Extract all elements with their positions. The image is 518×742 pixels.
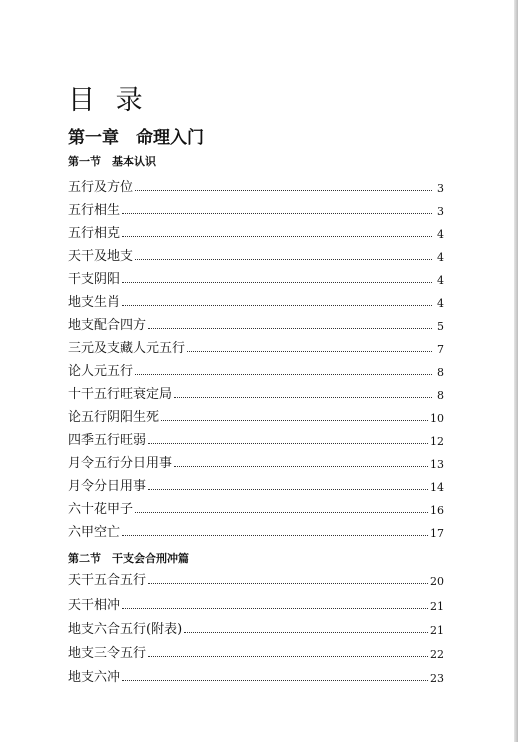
entry-title: 六十花甲子: [68, 502, 134, 517]
dot-leader: [122, 607, 428, 609]
entry-title: 地支六冲: [68, 670, 121, 685]
toc-entry[interactable]: [68, 520, 444, 540]
entry-page: 16: [430, 504, 444, 517]
entry-title: 五行相克: [68, 226, 121, 241]
toc-entry[interactable]: [68, 474, 444, 494]
entry-page: 8: [437, 366, 444, 379]
toc-entry[interactable]: [68, 405, 444, 425]
entry-page: 4: [437, 251, 444, 264]
toc-entry[interactable]: [68, 428, 444, 448]
toc-entry[interactable]: [68, 267, 444, 287]
dot-leader: [184, 631, 428, 633]
entry-title: 三元及支藏人元五行: [68, 341, 186, 356]
entry-title: 五行相生: [68, 203, 121, 218]
toc-entry[interactable]: [68, 617, 444, 637]
entry-title: 天干五合五行: [68, 573, 147, 588]
entry-title: 月令五行分日用事: [68, 456, 173, 471]
dot-leader: [174, 465, 428, 467]
chapter-heading: 第一章 命理入门: [68, 128, 204, 148]
toc-entry[interactable]: [68, 568, 444, 588]
entry-title: 天干及地支: [68, 249, 134, 264]
toc-entry[interactable]: [68, 665, 444, 685]
entry-page: 4: [437, 297, 444, 310]
entry-title: 五行及方位: [68, 180, 134, 195]
dot-leader: [135, 189, 432, 191]
dot-leader: [135, 373, 432, 375]
entry-page: 4: [437, 228, 444, 241]
entry-page: 20: [430, 575, 444, 588]
entry-title: 天干相冲: [68, 598, 121, 613]
toc-entry[interactable]: [68, 290, 444, 310]
entry-page: 5: [437, 320, 444, 333]
entry-title: 论人元五行: [68, 364, 134, 379]
dot-leader: [148, 655, 428, 657]
entry-page: 4: [437, 274, 444, 287]
toc-entry[interactable]: [68, 593, 444, 613]
dot-leader: [135, 258, 432, 260]
dot-leader: [122, 281, 432, 283]
dot-leader: [135, 511, 428, 513]
dot-leader: [148, 442, 428, 444]
toc-entry[interactable]: [68, 641, 444, 661]
toc-entry[interactable]: [68, 497, 444, 517]
dot-leader: [122, 534, 428, 536]
toc-entry[interactable]: [68, 382, 444, 402]
entry-page: 21: [430, 600, 444, 613]
entry-page: 3: [437, 205, 444, 218]
entry-page: 3: [437, 182, 444, 195]
dot-leader: [187, 350, 432, 352]
dot-leader: [122, 212, 432, 214]
dot-leader: [122, 235, 432, 237]
dot-leader: [148, 582, 428, 584]
entry-title: 十干五行旺衰定局: [68, 387, 173, 402]
entry-title: 四季五行旺弱: [68, 433, 147, 448]
toc-entry[interactable]: [68, 175, 444, 195]
toc-entry[interactable]: [68, 198, 444, 218]
entry-title: 地支配合四方: [68, 318, 147, 333]
entry-title: 地支生肖: [68, 295, 121, 310]
entry-title: 地支三令五行: [68, 646, 147, 661]
entry-title: 月令分日用事: [68, 479, 147, 494]
entry-page: 13: [430, 458, 444, 471]
toc-entry[interactable]: [68, 451, 444, 471]
dot-leader: [148, 327, 432, 329]
dot-leader: [148, 488, 428, 490]
toc-entry[interactable]: [68, 313, 444, 333]
entry-page: 14: [430, 481, 444, 494]
section-heading-2: 第二节 干支会合刑冲篇: [68, 552, 189, 565]
entry-page: 8: [437, 389, 444, 402]
entry-page: 17: [430, 527, 444, 540]
entry-title: 干支阴阳: [68, 272, 121, 287]
entry-page: 7: [437, 343, 444, 356]
section-heading-1: 第一节 基本认识: [68, 155, 156, 168]
entry-page: 21: [430, 624, 444, 637]
dot-leader: [161, 419, 428, 421]
dot-leader: [174, 396, 432, 398]
dot-leader: [122, 304, 432, 306]
entry-title: 六甲空亡: [68, 525, 121, 540]
page-edge: [514, 0, 518, 742]
toc-entry[interactable]: [68, 359, 444, 379]
dot-leader: [122, 679, 428, 681]
entry-page: 23: [430, 672, 444, 685]
entry-page: 10: [430, 412, 444, 425]
toc-entry[interactable]: [68, 244, 444, 264]
toc-entry[interactable]: [68, 336, 444, 356]
entry-title: 论五行阴阳生死: [68, 410, 160, 425]
entry-page: 12: [430, 435, 444, 448]
entry-page: 22: [430, 648, 444, 661]
entry-title: 地支六合五行(附表): [68, 622, 183, 637]
toc-title: 目 录: [68, 85, 149, 116]
toc-entry[interactable]: [68, 221, 444, 241]
